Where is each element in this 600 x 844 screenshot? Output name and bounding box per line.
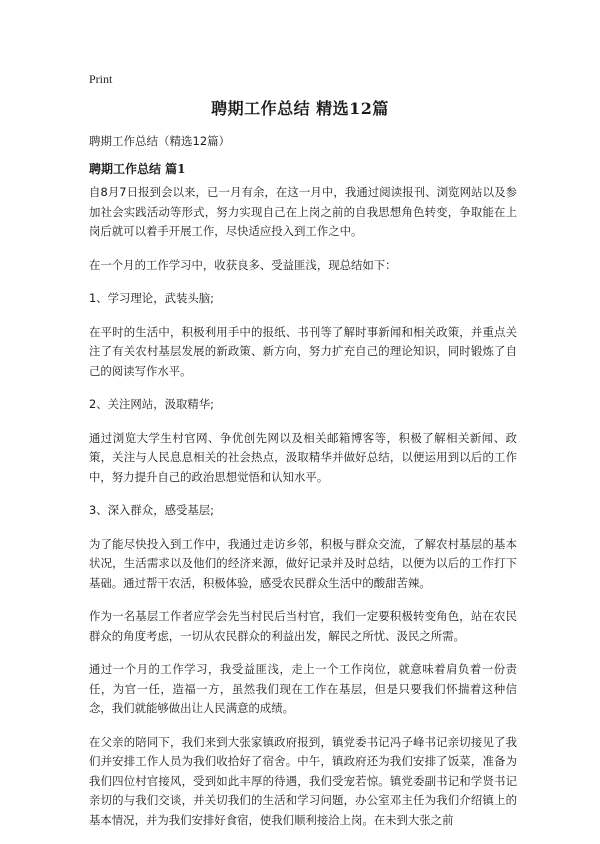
- list-heading: 2、关注网站，汲取精华;: [89, 397, 214, 411]
- list-heading: 3、深入群众，感受基层;: [89, 503, 214, 517]
- paragraph: 通过一个月的工作学习，我受益匪浅，走上一个工作岗位，就意味着肩负着一份责任，为官一任，造福一方，虽然我们现在工作在基层，但是只要我们怀揣着这种信念，我们就能够做出让人民满意的成绩。: [89, 662, 517, 715]
- document-subtitle: 聘期工作总结（精选12篇）: [89, 134, 231, 148]
- print-link[interactable]: Print: [89, 72, 113, 86]
- list-heading: 1、学习理论，武装头脑;: [89, 291, 214, 305]
- paragraph: 作为一名基层工作者应学会先当村民后当村官，我们一定要积极转变角色，站在农民群众的角度考虑，一切从农民群众的利益出发，解民之所忧、汲民之所需。: [89, 609, 517, 643]
- paragraph: 通过浏览大学生村官网、争优创先网以及相关邮箱博客等，积极了解相关新闻、政策，关注与人民息息相关的社会热点，汲取精华并做好总结，以便运用到以后的工作中，努力提升自己的政治思想觉悟和认知水平。: [89, 430, 517, 484]
- document-body: [89, 183, 517, 844]
- document-title: 聘期工作总结 精选12篇: [211, 99, 389, 118]
- paragraph: 为了能尽快投入到工作中，我通过走访乡邻，积极与群众交流，了解农村基层的基本状况，生活需求以及他们的经济来源，做好记录并及时总结，以便为以后的工作打下基础。通过帮干农活，积极体验，感受农民群众生活中的酸甜苦辣。: [89, 536, 517, 590]
- paragraph: 在平时的生活中，积极利用手中的报纸、书刊等了解时事新闻和相关政策，并重点关注了有关农村基层发展的新政策、新方向，努力扩充自己的理论知识，同时锻炼了自己的阅读写作水平。: [89, 324, 517, 378]
- section-heading: 聘期工作总结 篇1: [89, 162, 186, 176]
- paragraph: 自8月7日报到会以来，已一月有余，在这一月中，我通过阅读报刊、浏览网站以及参加社会实践活动等形式，努力实现自己在上岗之前的自我思想角色转变，争取能在上岗后就可以着手开展工作，尽快适应投入到工作之中。: [89, 185, 517, 238]
- paragraph: 在父亲的陪同下，我们来到大张家镇政府报到，镇党委书记冯子峰书记亲切接见了我们并安排工作人员为我们收拾好了宿舍。中午，镇政府还为我们安排了饭菜，准备为我们四位村官接风，受到如此丰厚的待遇，我们受宠若惊。镇党委副书记和学贤书记亲切的与我们交谈，并关切我们的生活和学习问题，办公室邓主任为我们介绍镇上的基本情况，并为我们安排好食宿，使我们顺利接洽上岗。在未到大张之前: [89, 734, 517, 827]
- paragraph: 在一个月的工作学习中，收获良多、受益匪浅，现总结如下：: [89, 257, 397, 272]
